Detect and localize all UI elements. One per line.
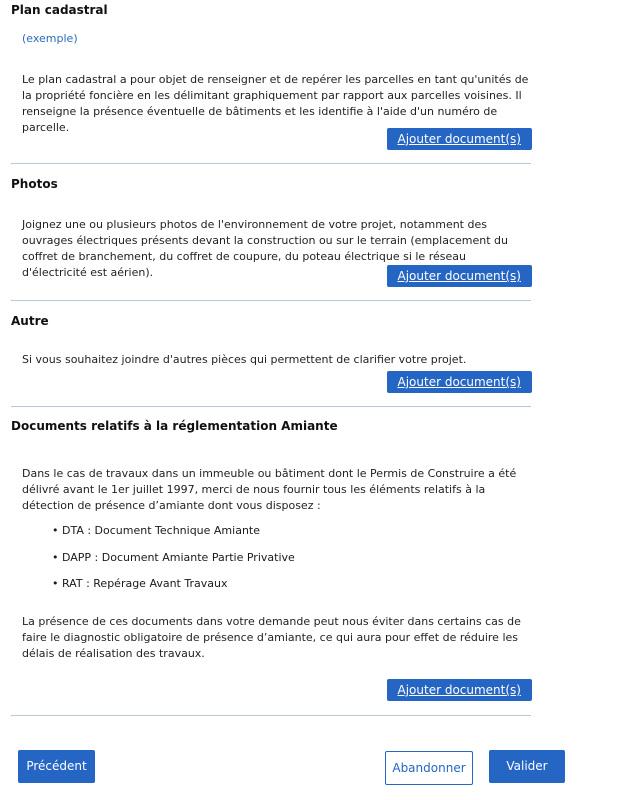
section-divider bbox=[11, 715, 531, 716]
section-divider bbox=[11, 300, 531, 301]
plan-cadastral-description: Le plan cadastral a pour objet de renseigner et de repérer les parcelles en tant qu'unités de la propriété foncière en les délimitant graphiquement par rapport aux parcelles voisines. Il renseigne la présence éventuelle de bâtiments et les identifie à l'aide d'un numéro de parcelle. bbox=[22, 73, 529, 134]
section-title-photos: Photos bbox=[11, 177, 58, 191]
section-title-amiante: Documents relatifs à la réglementation Amiante bbox=[11, 419, 338, 433]
autre-description: Si vous souhaitez joindre d'autres pièces qui permettent de clarifier votre projet. bbox=[22, 353, 467, 366]
add-document-button-plan-cadastral[interactable]: Ajouter document(s) bbox=[387, 128, 532, 150]
section-divider bbox=[11, 406, 531, 407]
amiante-bullet-dta: • DTA : Document Technique Amiante bbox=[52, 524, 261, 537]
amiante-outro: La présence de ces documents dans votre demande peut nous éviter dans certains cas de faire le diagnostic obligatoire de présence d’amiante, ce qui aura pour effet de réduire les délais de réalisation des travaux. bbox=[22, 615, 521, 660]
section-divider bbox=[11, 163, 531, 164]
section-title-plan-cadastral: Plan cadastral bbox=[11, 3, 108, 17]
photos-description: Joignez une ou plusieurs photos de l'environnement de votre projet, notamment des ouvrages électriques présents devant la construction ou sur le terrain (emplacement du coffret de branchement, du coffret de coupure, du poteau électrique si le réseau d'électricité est aérien). bbox=[22, 218, 508, 279]
add-document-button-photos[interactable]: Ajouter document(s) bbox=[387, 265, 532, 287]
section-title-autre: Autre bbox=[11, 314, 49, 328]
amiante-bullet-rat: • RAT : Repérage Avant Travaux bbox=[52, 577, 228, 590]
previous-button[interactable]: Précédent bbox=[18, 750, 95, 783]
amiante-bullet-dapp: • DAPP : Document Amiante Partie Privative bbox=[52, 551, 295, 564]
add-document-button-amiante[interactable]: Ajouter document(s) bbox=[387, 679, 532, 701]
submit-button[interactable]: Valider bbox=[489, 750, 565, 783]
amiante-intro: Dans le cas de travaux dans un immeuble ou bâtiment dont le Permis de Construire a été délivré avant le 1er juillet 1997, merci de nous fournir tous les éléments relatifs à la détection de présence d’amiante dont vous disposez : bbox=[22, 467, 517, 512]
example-link[interactable]: (exemple) bbox=[22, 32, 78, 45]
cancel-button[interactable]: Abandonner bbox=[385, 751, 473, 785]
add-document-button-autre[interactable]: Ajouter document(s) bbox=[387, 371, 532, 393]
